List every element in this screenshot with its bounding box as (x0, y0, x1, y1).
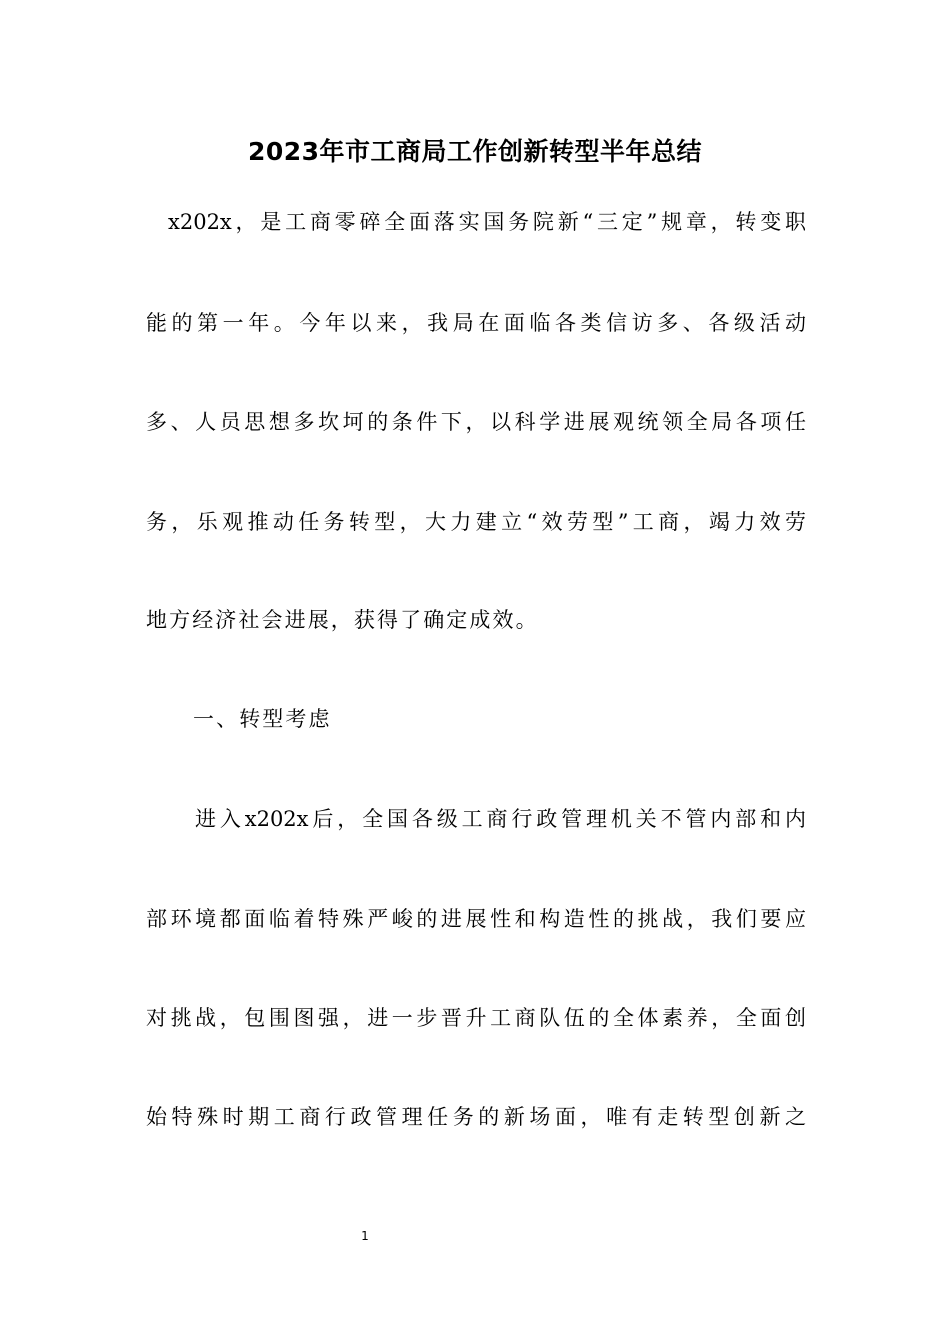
paragraph-line: 务，乐观推动任务转型，大力建立“效劳型”工商，竭力效劳 (146, 510, 806, 534)
document-title: 2023年市工商局工作创新转型半年总结 (247, 137, 703, 166)
paragraph-line: 始特殊时期工商行政管理任务的新场面，唯有走转型创新之 (146, 1105, 806, 1129)
paragraph-line: 进入x202x后，全国各级工商行政管理机关不管内部和内 (195, 807, 806, 831)
section-heading: 一、转型考虑 (193, 707, 332, 731)
paragraph-line: 多、人员思想多坎坷的条件下，以科学进展观统领全局各项任 (146, 410, 806, 434)
paragraph-line: x202x，是工商零碎全面落实国务院新“三定”规章，转变职 (168, 210, 806, 234)
paragraph-line: 部环境都面临着特殊严峻的进展性和构造性的挑战，我们要应 (146, 907, 806, 931)
paragraph-line: 地方经济社会进展，获得了确定成效。 (146, 608, 539, 632)
paragraph-line: 能的第一年。今年以来，我局在面临各类信访多、各级活动 (146, 311, 806, 335)
paragraph-line: 对挑战，包围图强，进一步晋升工商队伍的全体素养，全面创 (146, 1006, 806, 1030)
page-number: 1 (361, 1229, 369, 1243)
